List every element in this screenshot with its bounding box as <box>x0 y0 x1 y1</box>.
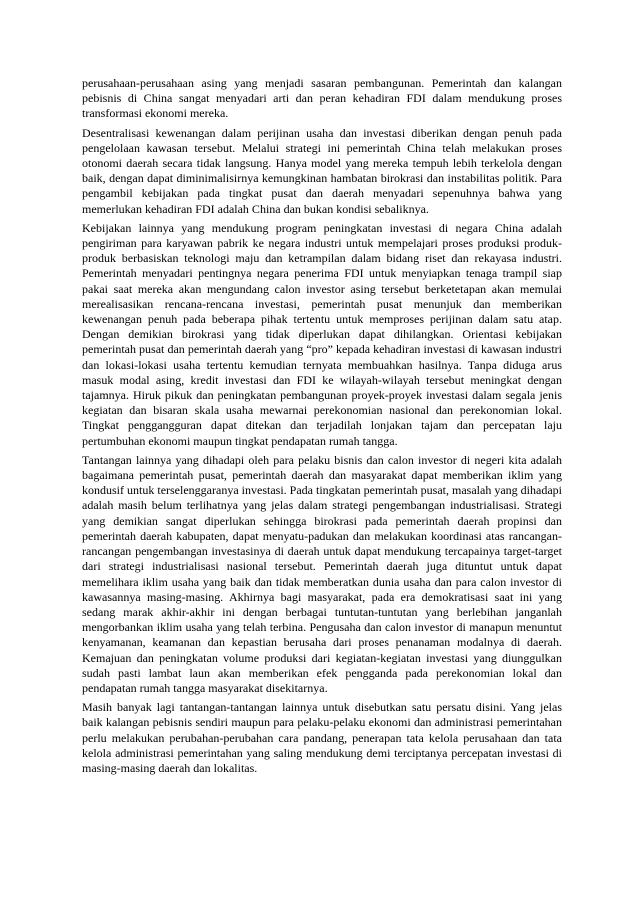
document-page <box>82 76 562 780</box>
paragraph-3: Kebijakan lainnya yang mendukung program peningkatan investasi di negara China adalah pengiriman para karyawan pabrik ke negara industri untuk mempelajari proses produksi produk-produk berbasiskan teknologi maju dan ketrampilan dalam bidang riset dan rekayasa industri. Pemerintah menyadari pentingnya negara penerima FDI untuk menyiapkan tenaga trampil siap pakai saat mereka akan mengundang calon investor asing tersebut berketetapan akan memulai merealisasikan rencana-rencana investasi, pemerintah pusat menunjuk dan memberikan kewenangan penuh pada beberapa pihak tertentu untuk memproses perijinan dalam satu atap. Dengan demikian birokrasi yang tidak diperlukan dapat dihilangkan. Orientasi kebijakan pemerintah pusat dan pemerintah daerah yang “pro” kepada kehadiran investasi di kawasan industri dan lokasi-lokasi usaha tertentu kemudian ternyata membuahkan hasilnya. Tanpa diduga arus masuk modal asing, kredit investasi dan FDI ke wilayah-wilayah tersebut meningkat dengan tajamnya. Hiruk pikuk dan peningkatan pembangunan proyek-proyek investasi dalam segala jenis kegiatan dan bisaran skala usaha mewarnai perekonomian nasional dan perekonomian lokal. Tingkat penggangguran dapat ditekan dan terjadilah lonjakan tajam dan percepatan laju pertumbuhan ekonomi maupun tingkat pendapatan rumah tangga. <box>82 220 562 448</box>
paragraph-1: perusahaan-perusahaan asing yang menjadi sasaran pembangunan. Pemerintah dan kalangan pebisnis di China sangat menyadari arti dan peran kehadiran FDI dalam mendukung proses transformasi ekonomi mereka. <box>82 76 562 121</box>
paragraph-2: Desentralisasi kewenangan dalam perijinan usaha dan investasi diberikan dengan penuh pada pengelolaan kawasan tersebut. Melalui strategi ini pemerintah China telah melakukan proses otonomi daerah secara tidak langsung. Hanya model yang mereka tempuh lebih terkelola dengan baik, dengan dapat diminimalisirnya kemungkinan hambatan birokrasi dan instabilitas politik. Para pengambil kebijakan pada tingkat pusat dan daerah menyadari sepenuhnya bahwa yang memerlukan kehadiran FDI adalah China dan bukan kondisi sebaliknya. <box>82 125 562 216</box>
paragraph-5: Masih banyak lagi tantangan-tantangan lainnya untuk disebutkan satu persatu disini. Yang jelas baik kalangan pebisnis sendiri maupun para pelaku-pelaku ekonomi dan administrasi pemerintahan perlu melakukan perubahan-perubahan cara pandang, penerapan tata kelola perusahaan dan tata kelola administrasi pemerintahan yang saling mendukung demi terciptanya percepatan investasi di masing-masing daerah dan lokalitas. <box>82 700 562 775</box>
paragraph-4: Tantangan lainnya yang dihadapi oleh para pelaku bisnis dan calon investor di negeri kita adalah bagaimana pemerintah pusat, pemerintah daerah dan masyarakat dapat memberikan iklim yang kondusif untuk terselenggaranya investasi. Pada tingkatan pemerintah pusat, masalah yang dihadapi adalah masih belum terlihatnya yang jelas dalam strategi pengembangan industrialisasi. Strategi yang demikian sangat diperlukan sehingga birokrasi pada pemerintah daerah propinsi dan pemerintah daerah kabupaten, dapat menyatu-padukan dan melakukan koordinasi atas rancangan-rancangan pengembangan investasinya di daerah untuk dapat mendukung tercapainya target-target dari strategi industrialisasi nasional tersebut. Pemerintah daerah juga dituntut untuk dapat memelihara iklim usaha yang baik dan tidak memberatkan dunia usaha dan para calon investor di kawasannya masing-masing. Akhirnya bagi masyarakat, pada era demokratisasi saat ini yang sedang marak akhir-akhir ini dengan berbagai tuntutan-tuntutan yang berlebihan janganlah mengorbankan iklim usaha yang telah terbina. Pengusaha dan calon investor di manapun menuntut kenyamanan, keamanan dan kepastian berusaha dari proses penanaman modalnya di daerah. Kemajuan dan peningkatan volume produksi dari kegiatan-kegiatan investasi yang diunggulkan sudah pasti lambat laun akan memberikan efek pengganda pada perekonomian lokal dan pendapatan rumah tangga masyarakat disekitarnya. <box>82 452 562 695</box>
